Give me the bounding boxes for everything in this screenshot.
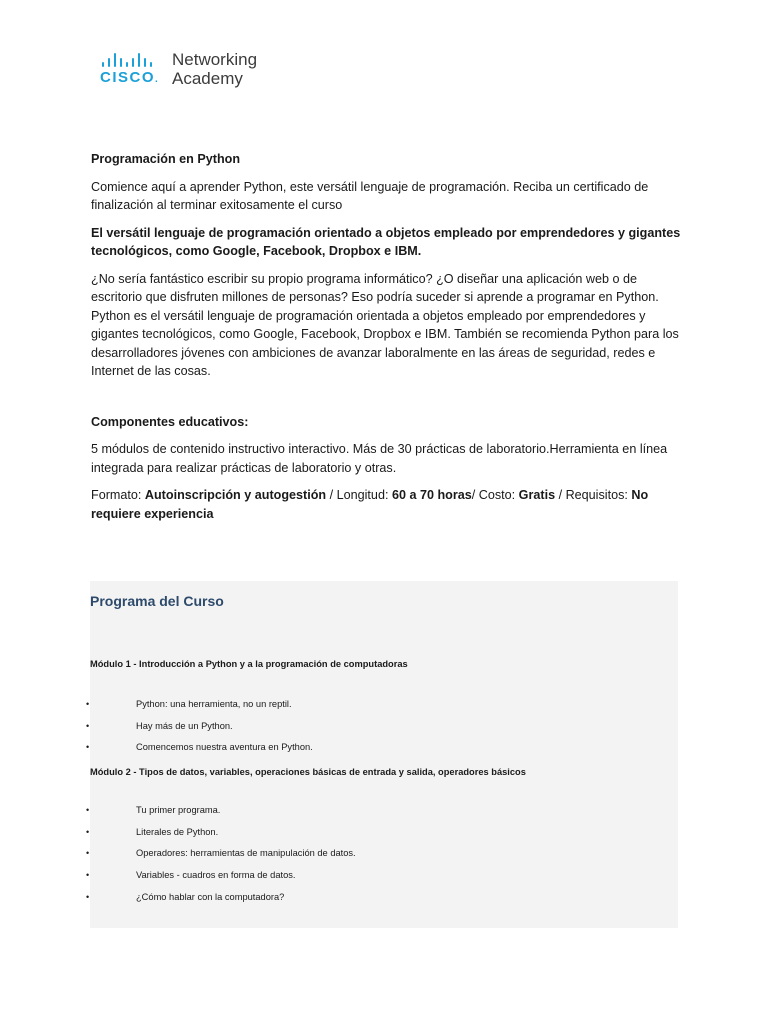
networking-academy-wordmark: [172, 50, 257, 88]
length-label: / Longitud:: [326, 488, 392, 502]
course-program-box: [86, 581, 678, 928]
cisco-wordmark: CISCO.: [100, 68, 160, 86]
list-item: • Comencemos nuestra aventura en Python.: [86, 742, 313, 753]
bullet-icon: •: [86, 699, 90, 709]
list-item: • ¿Cómo hablar con la computadora?: [86, 891, 285, 902]
course-tagline: El versátil lenguaje de programación orientado a objetos empleado por emprendedores y gigantes tecnológicos, como Google, Facebook, Dropbox e IBM.: [91, 225, 681, 258]
cisco-bars-icon: [102, 51, 152, 67]
list-item: • Literales de Python.: [86, 826, 219, 837]
course-paragraph: ¿No sería fantástico escribir su propio programa informático? ¿O diseñar una aplicación web o de escritorio que disfruten millones de personas? Eso podría suceder si aprende a programar en Python. Python es el versátil lenguaje de programación orientada a objetos empleado por emprendedores y gigantes tecnológicos, como Google, Facebook, Dropbox e IBM. También se recomienda Python para los desarrolladores jóvenes con ambiciones de avanzar laboralmente en las áreas de seguridad, redes e Internet de las cosas.: [91, 271, 679, 378]
bullet-icon: •: [86, 870, 90, 881]
components-heading: Componentes educativos:: [91, 414, 249, 429]
bullet-icon: •: [86, 826, 90, 837]
course-title: Programación en Python: [91, 152, 241, 166]
module-1-topics: [86, 699, 313, 764]
list-item: • Hay más de un Python.: [86, 720, 233, 731]
module-2-topics: [86, 805, 356, 913]
course-intro: Comience aquí a aprender Python, este versátil lenguaje de programación. Reciba un certificado de finalización al terminar exitosamente el curso: [91, 179, 649, 212]
cost-label: / Costo:: [471, 488, 519, 502]
module-1-title: Módulo 1 - Introducción a Python y a la programación de computadoras: [90, 659, 408, 669]
list-item: • Tu primer programa.: [86, 805, 221, 815]
components-text: 5 módulos de contenido instructivo interactivo. Más de 30 prácticas de laboratorio.Herramienta en línea integrada para realizar prácticas de laboratorio y otras.: [91, 442, 668, 475]
format-value: Autoinscripción y autogestión: [144, 488, 327, 502]
cisco-logo-mark: [100, 51, 162, 88]
format-line: [91, 486, 681, 523]
logo-line-1: Networking: [172, 50, 258, 69]
bullet-icon: •: [86, 805, 90, 815]
bullet-icon: •: [86, 891, 90, 902]
bullet-icon: •: [86, 742, 90, 753]
list-item: • Variables - cuadros en forma de datos.: [86, 870, 296, 881]
bullet-icon: •: [86, 848, 90, 859]
bullet-icon: •: [86, 720, 90, 731]
cisco-networking-academy-logo: [100, 50, 257, 88]
cost-value: Gratis: [518, 488, 556, 502]
format-label: Formato:: [91, 488, 145, 502]
course-description: [91, 150, 681, 532]
requirements-label: / Requisitos:: [555, 488, 632, 502]
program-title: Programa del Curso: [90, 593, 224, 609]
logo-line-2: Academy: [172, 69, 243, 88]
list-item: • Operadores: herramientas de manipulación de datos.: [86, 848, 356, 859]
requirements-value: No requiere experiencia: [91, 488, 649, 521]
length-value: 60 a 70 horas: [391, 488, 472, 502]
module-2-title: Módulo 2 - Tipos de datos, variables, operaciones básicas de entrada y salida, operadores básicos: [90, 767, 526, 777]
list-item: • Python: una herramienta, no un reptil.: [86, 699, 292, 709]
